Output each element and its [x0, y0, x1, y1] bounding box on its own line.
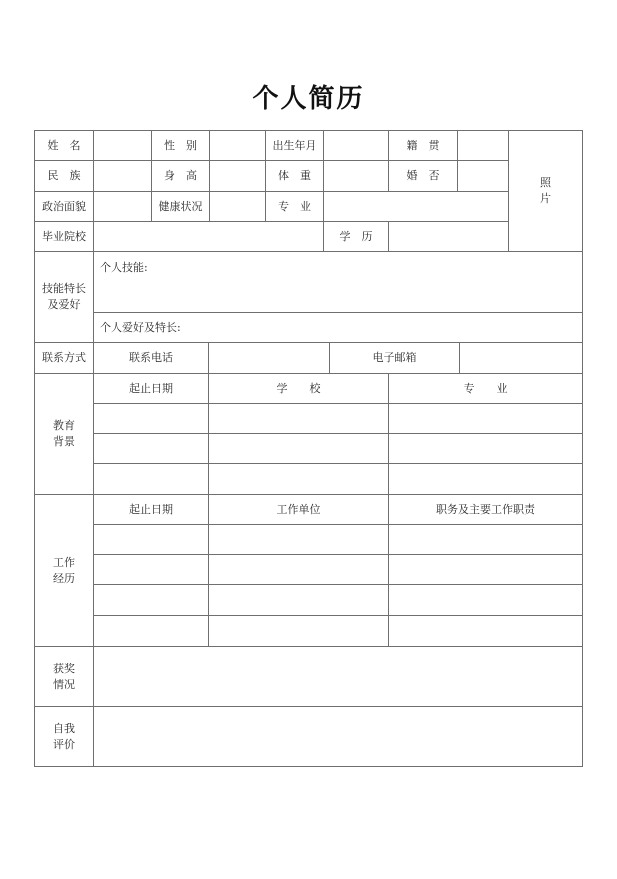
field-politics[interactable]: [93, 191, 152, 222]
work-row-2-company[interactable]: [208, 554, 389, 585]
work-row-3-company[interactable]: [208, 584, 389, 616]
photo-box[interactable]: 照 片: [508, 130, 583, 252]
field-email[interactable]: [459, 342, 583, 374]
work-row-1-company[interactable]: [208, 524, 389, 555]
field-health[interactable]: [209, 191, 266, 222]
work-row-4-company[interactable]: [208, 615, 389, 647]
label-marital: 婚 否: [388, 160, 458, 192]
work-row-1-dates[interactable]: [93, 524, 209, 555]
field-school[interactable]: [93, 221, 324, 252]
label-self-evaluation: 自我 评价: [34, 706, 94, 767]
label-degree: 学 历: [323, 221, 389, 252]
work-row-2-duties[interactable]: [388, 554, 583, 585]
work-row-4-duties[interactable]: [388, 615, 583, 647]
edu-row-1-dates[interactable]: [93, 403, 209, 434]
label-phone: 联系电话: [93, 342, 209, 374]
field-ethnicity[interactable]: [93, 160, 152, 192]
edu-row-2-dates[interactable]: [93, 433, 209, 464]
label-origin: 籍 贯: [388, 130, 458, 161]
page-title: 个人简历: [252, 84, 365, 114]
edu-header-major: 专 业: [388, 373, 583, 404]
label-weight: 体 重: [265, 160, 324, 192]
field-height[interactable]: [209, 160, 266, 192]
edu-header-dates: 起止日期: [93, 373, 209, 404]
field-name[interactable]: [93, 130, 152, 161]
label-education: 教育 背景: [34, 373, 94, 495]
label-birth: 出生年月: [265, 130, 324, 161]
label-skills: 技能特长 及爱好: [34, 251, 94, 343]
label-health: 健康状况: [151, 191, 210, 222]
label-name: 姓 名: [34, 130, 94, 161]
label-contact: 联系方式: [34, 342, 94, 374]
work-row-4-dates[interactable]: [93, 615, 209, 647]
edu-row-2-school[interactable]: [208, 433, 389, 464]
field-gender[interactable]: [209, 130, 266, 161]
edu-row-3-dates[interactable]: [93, 463, 209, 495]
field-major[interactable]: [323, 191, 509, 222]
field-personal-skills[interactable]: 个人技能:: [93, 251, 583, 313]
work-header-duties: 职务及主要工作职责: [388, 494, 583, 525]
edu-row-3-major[interactable]: [388, 463, 583, 495]
label-politics: 政治面貌: [34, 191, 94, 222]
work-row-2-dates[interactable]: [93, 554, 209, 585]
field-birth[interactable]: [323, 130, 389, 161]
field-self-evaluation[interactable]: [93, 706, 583, 767]
edu-row-3-school[interactable]: [208, 463, 389, 495]
label-school: 毕业院校: [34, 221, 94, 252]
field-origin[interactable]: [457, 130, 509, 161]
field-phone[interactable]: [208, 342, 330, 374]
edu-row-1-school[interactable]: [208, 403, 389, 434]
label-gender: 性 别: [151, 130, 210, 161]
field-marital[interactable]: [457, 160, 509, 192]
label-ethnicity: 民 族: [34, 160, 94, 192]
label-awards: 获奖 情况: [34, 646, 94, 707]
work-row-3-dates[interactable]: [93, 584, 209, 616]
label-email: 电子邮箱: [329, 342, 460, 374]
edu-header-school: 学 校: [208, 373, 389, 404]
edu-row-1-major[interactable]: [388, 403, 583, 434]
label-major: 专 业: [265, 191, 324, 222]
field-awards[interactable]: [93, 646, 583, 707]
edu-row-2-major[interactable]: [388, 433, 583, 464]
field-hobbies[interactable]: 个人爱好及特长:: [93, 312, 583, 343]
label-height: 身 高: [151, 160, 210, 192]
work-header-dates: 起止日期: [93, 494, 209, 525]
work-row-3-duties[interactable]: [388, 584, 583, 616]
work-row-1-duties[interactable]: [388, 524, 583, 555]
work-header-company: 工作单位: [208, 494, 389, 525]
field-degree[interactable]: [388, 221, 509, 252]
field-weight[interactable]: [323, 160, 389, 192]
label-work: 工作 经历: [34, 494, 94, 647]
